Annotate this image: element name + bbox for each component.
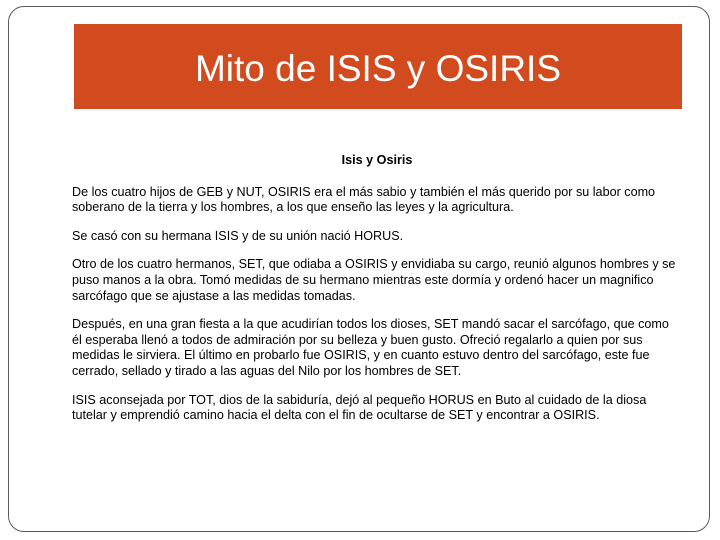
paragraph-1: De los cuatro hijos de GEB y NUT, OSIRIS era el más sabio y también el más querido por su labor como soberano de la tierra y los hombres, a los que enseño las leyes y la agricultura. [72, 184, 656, 215]
paragraph-2: Se casó con su hermana ISIS y de su unión nació HORUS. [72, 228, 404, 243]
title-banner [74, 24, 682, 109]
slide-content [72, 153, 682, 437]
paragraph-3: Otro de los cuatro hermanos, SET, que odiaba a OSIRIS y envidiaba su cargo, reunió algunos hombres y se puso manos a la obra. Tomó medidas de su hermano mientras este dormía y ordenó hacer un magnifico sarcófago que se ajustase a las medidas tomadas. [72, 257, 676, 303]
slide-subtitle: Isis y Osiris [341, 153, 413, 167]
slide-title: Mito de ISIS y OSIRIS [194, 47, 561, 89]
paragraph-4: Después, en una gran fiesta a la que acudirían todos los dioses, SET mandó sacar el sarcófago, que como él esperaba llenó a todos de admiración por su belleza y buen gusto. Ofreció regalarlo a quien por sus medidas le sirviera. El último en probarlo fue OSIRIS, y en cuanto estuvo dentro del sarcófago, este fue cerrado, sellado y tirado a las aguas del Nilo por los hombres de SET. [72, 317, 669, 378]
paragraph-5: ISIS aconsejada por TOT, dios de la sabiduría, dejó al pequeño HORUS en Buto al cuidado de la diosa tutelar y emprendió camino hacia el delta con el fin de ocultarse de SET y encontrar a OSIRIS. [72, 392, 647, 423]
